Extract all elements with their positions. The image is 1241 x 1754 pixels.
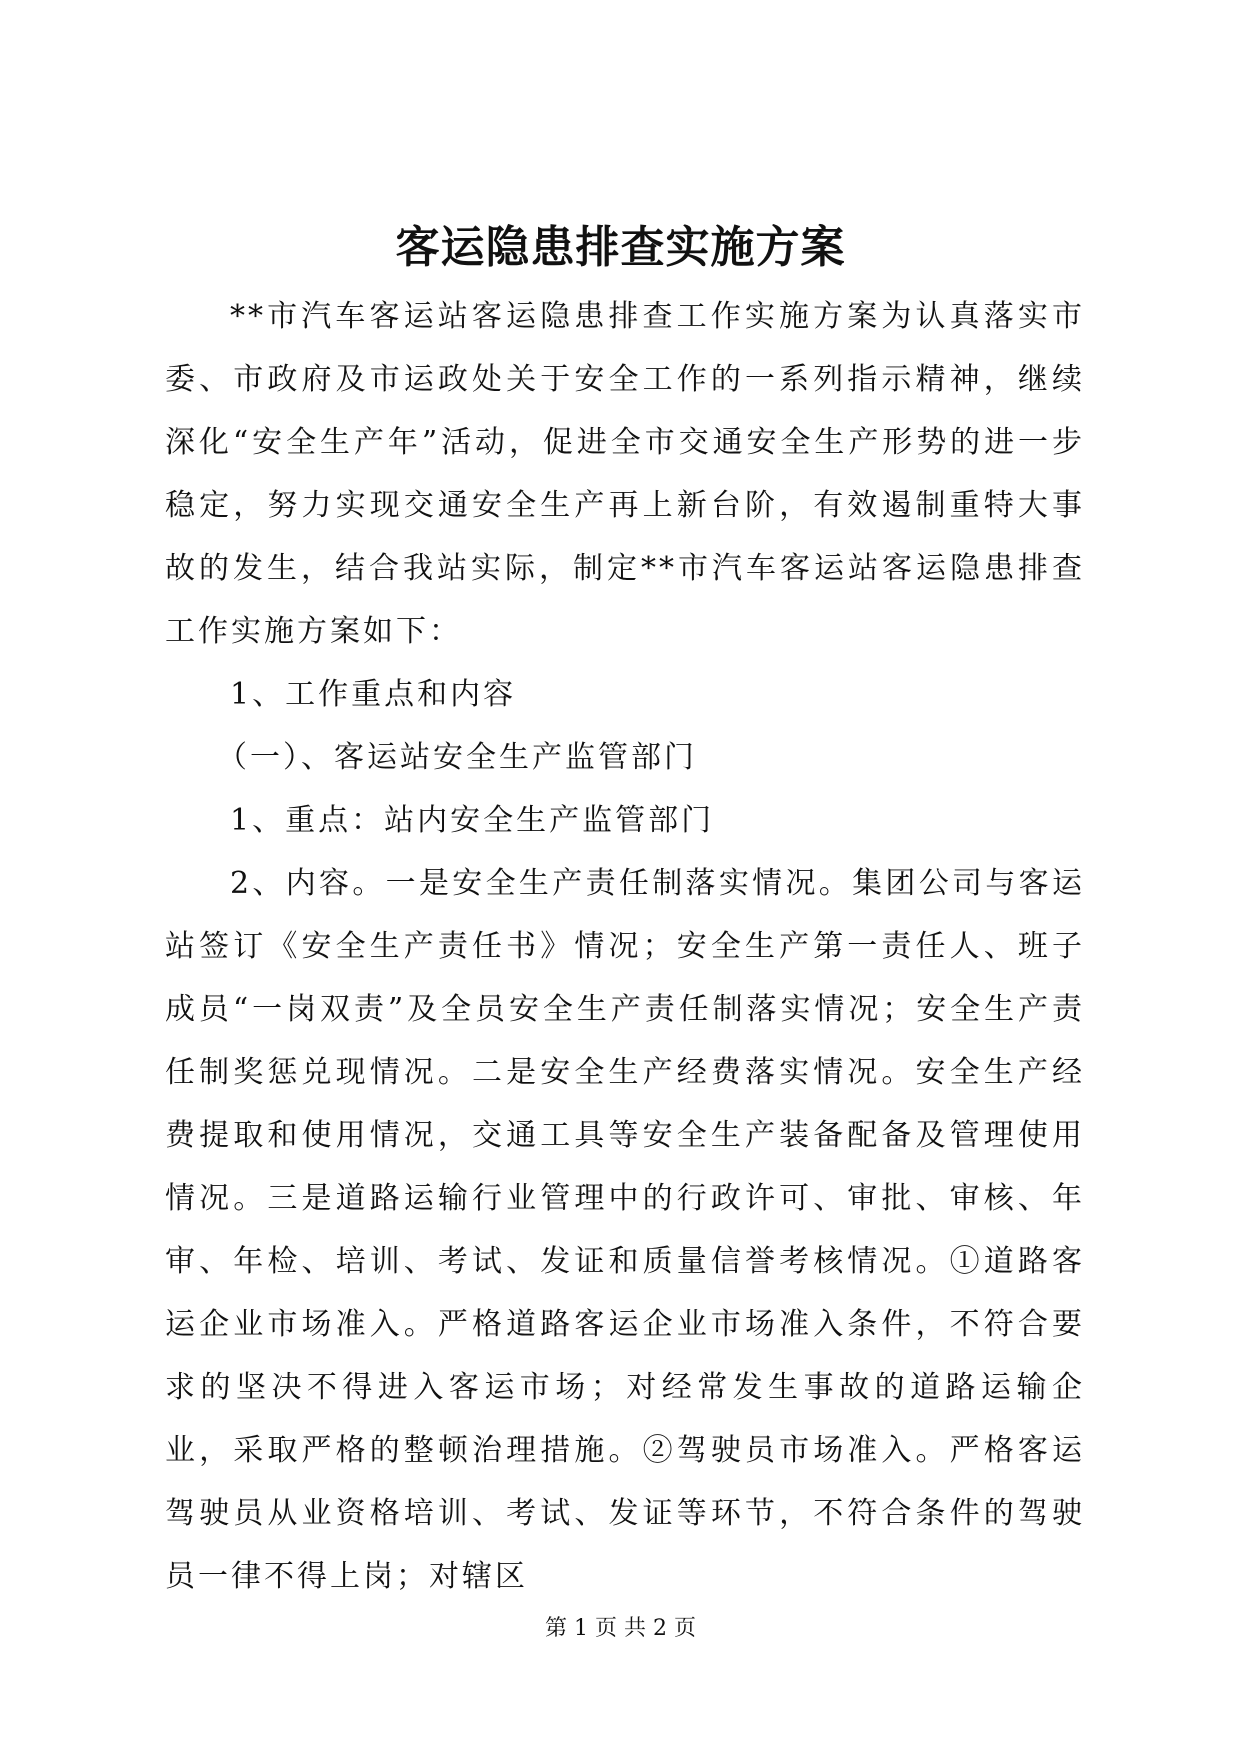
paragraph-section-heading: 1、工作重点和内容 xyxy=(230,677,517,712)
paragraph-content: 2、内容。一是安全生产责任制落实情况。集团公司与客运站签订《安全生产责任书》情况；安全生产第一责任人、班子成员“一岗双责”及全员安全生产责任制落实情况；安全生产责任制奖惩兑现情况。二是安全生产经费落实情况。安全生产经费提取和使用情况，交通工具等安全生产装备配备及管理使用情况。三是道路运输行业管理中的行政许可、审批、审核、年审、年检、培训、考试、发证和质量信誉考核情况。①道路客运企业市场准入。严格道路客运企业市场准入条件，不符合要求的坚决不得进入客运市场；对经常发生事故的道路运输企业，采取严格的整顿治理措施。②驾驶员市场准入。严格客运驾驶员从业资格培训、考试、发证等环节，不符合条件的驾驶员一律不得上岗；对辖区 xyxy=(165,866,1085,1594)
page-number-footer: 第 1 页 共 2 页 xyxy=(545,1616,696,1641)
paragraph-intro: **市汽车客运站客运隐患排查工作实施方案为认真落实市委、市政府及市运政处关于安全工作的一系列指示精神，继续深化“安全生产年”活动，促进全市交通安全生产形势的进一步稳定，努力实现交通安全生产再上新台阶，有效遏制重特大事故的发生，结合我站实际，制定**市汽车客运站客运隐患排查工作实施方案如下： xyxy=(165,299,1085,649)
paragraph-focus: 1、重点：站内安全生产监管部门 xyxy=(230,803,715,838)
paragraph-subsection-heading: （一）、客运站安全生产监管部门 xyxy=(217,740,697,775)
document-body xyxy=(165,285,1085,1608)
document-title: 客运隐患排查实施方案 xyxy=(395,222,846,273)
